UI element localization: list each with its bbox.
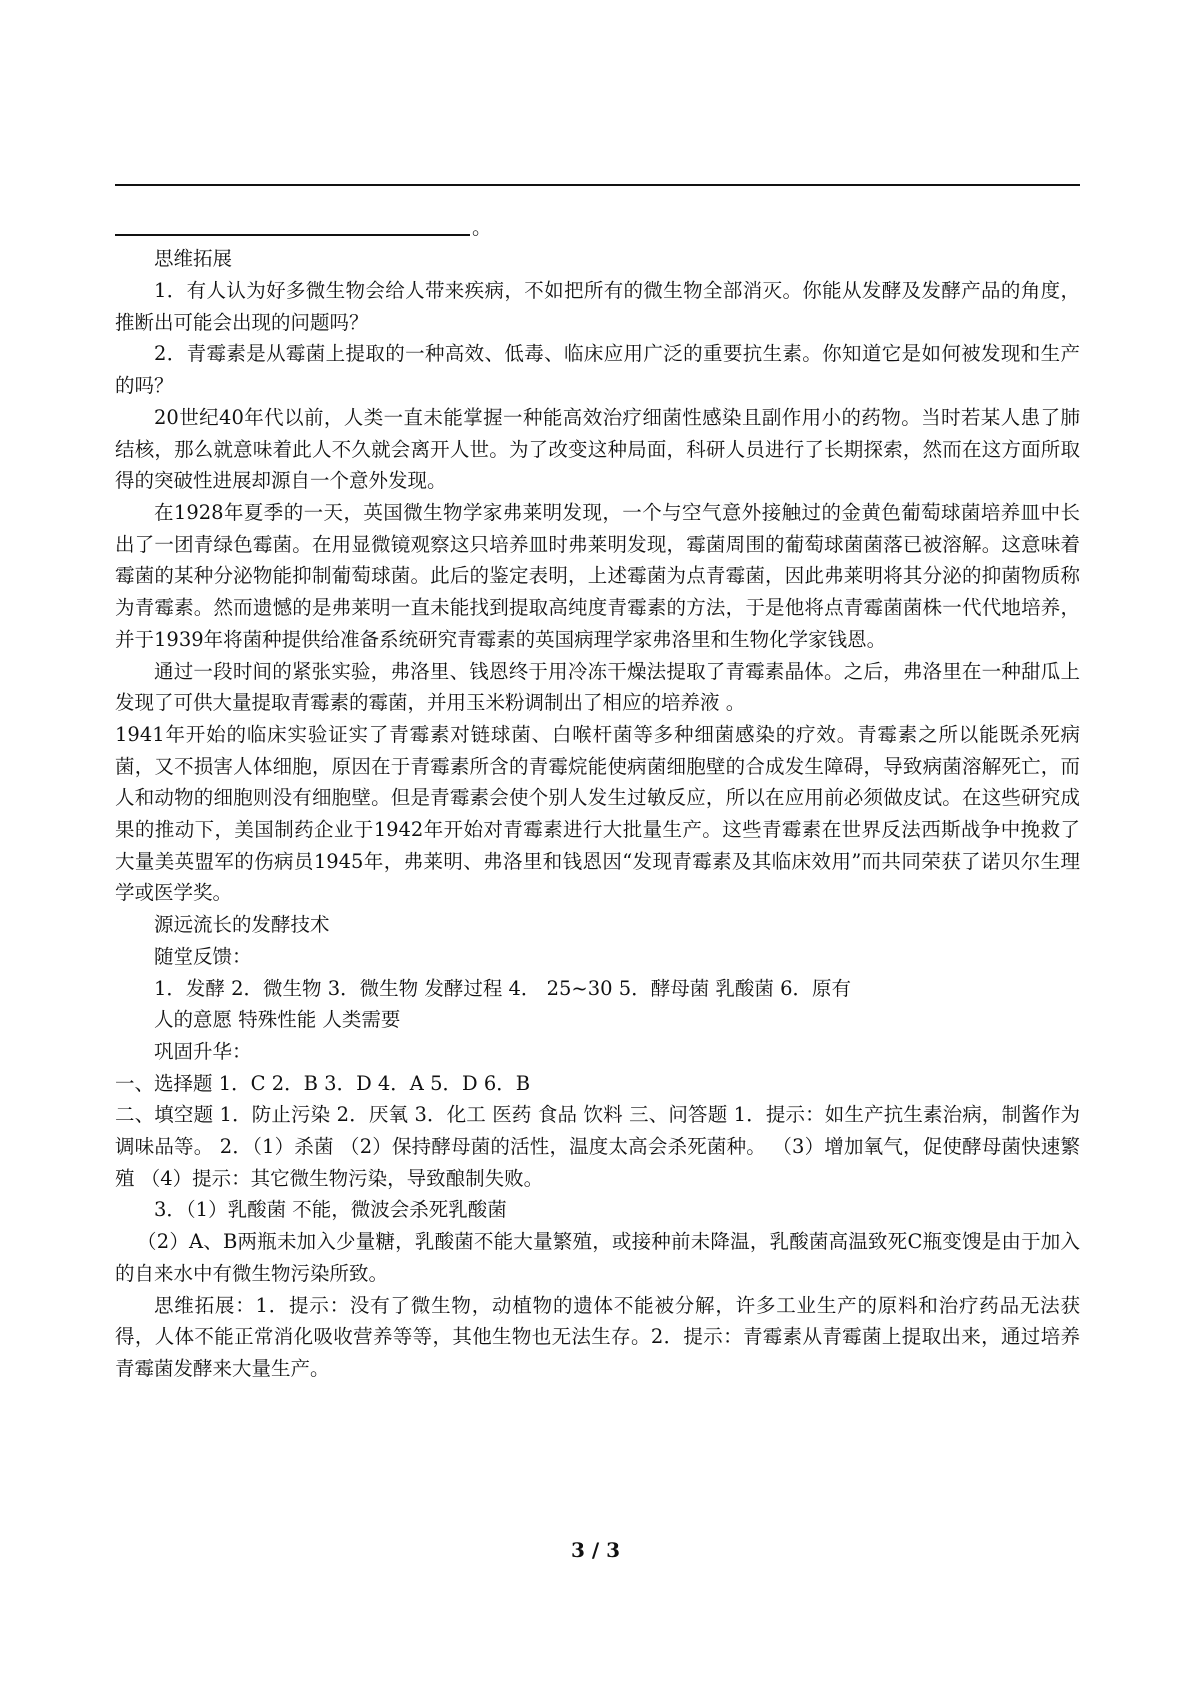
document-body [115,180,1080,1385]
reading-paragraph-1: 20世纪40年代以前，人类一直未能掌握一种能高效治疗细菌性感染且副作用小的药物。当时若某人患了肺结核，那么就意味着此人不久就会离开人世。为了改变这种局面，科研人员进行了长期探索，然而在这方面所取得的突破性进展却源自一个意外发现。 [115,405,1080,493]
fill-and-qa-answers: 二、填空题 1．防止污染 2．厌氧 3．化工 医药 食品 饮料 三、问答题 1．提示：如生产抗生素治病，制酱作为调味品等。 2．（1）杀菌 （2）保持酵母菌的活性，温度太高会杀死菌种。 （3）增加氧气，促使酵母菌快速繁殖 （4）提示：其它微生物污染，导致酿制失败。 [115,1103,1080,1190]
section-title-thinking: 思维拓展 [154,247,233,271]
qa-3-part-1: 3．（1）乳酸菌 不能，微波会杀死乳酸菌 [154,1198,507,1222]
thinking-answers: 思维拓展：1．提示：没有了微生物，动植物的遗体不能被分解，许多工业生产的原料和治疗药品无法获得，人体不能正常消化吸收营养等等，其他生物也无法生存。2．提示：青霉素从青霉菌上提取出来，通过培养青霉菌发酵来大量生产。 [115,1293,1080,1380]
blank-end-mark: 。 [472,215,492,239]
qa-3-part-2: （2）A、B两瓶未加入少量糖，乳酸菌不能大量繁殖，或接种前未降温，乳酸菌高温致死C瓶变馊是由于加入的自来水中有微生物污染所致。 [115,1230,1080,1285]
reading-paragraph-4: 1941年开始的临床实验证实了青霉素对链球菌、白喉杆菌等多种细菌感染的疗效。青霉素之所以能既杀死病菌，又不损害人体细胞，原因在于青霉素所含的青霉烷能使病菌细胞壁的合成发生障碍，导致病菌溶解死亡，而人和动物的细胞则没有细胞壁。但是青霉素会使个别人发生过敏反应，所以在应用前必须做皮试。在这些研究成果的推动下，美国制药企业于1942年开始对青霉素进行大批量生产。这些青霉素在世界反法西斯战争中挽救了大量美英盟军的伤病员1945年，弗莱明、弗洛里和钱恩因“发现青霉素及其临床效用”而共同荣获了诺贝尔生理学或医学奖。 [115,722,1080,905]
consolidate-label: 巩固升华： [154,1039,252,1063]
question-2: 2．青霉素是从霉菌上提取的一种高效、低毒、临床应用广泛的重要抗生素。你知道它是如何被发现和生产的吗？ [115,342,1080,398]
feedback-answers-line-1: 1．发酵 2．微生物 3．微生物 发酵过程 4． 25~30 5．酵母菌 乳酸菌 6．原有 [154,976,851,1000]
reading-paragraph-3: 通过一段时间的紧张实验，弗洛里、钱恩终于用冷冻干燥法提取了青霉素晶体。之后，弗洛里在一种甜瓜上发现了可供大量提取青霉素的霉菌，并用玉米粉调制出了相应的培养液 。 [115,659,1080,715]
feedback-label: 随堂反馈： [154,944,252,968]
answer-blank-line-full [115,180,1080,212]
reading-paragraph-2: 在1928年夏季的一天，英国微生物学家弗莱明发现，一个与空气意外接触过的金黄色葡萄球菌培养皿中长出了一团青绿色霉菌。在用显微镜观察这只培养皿时弗莱明发现，霉菌周围的葡萄球菌菌落已被溶解。这意味着霉菌的某种分泌物能抑制葡萄球菌。此后的鉴定表明，上述霉菌为点青霉菌，因此弗莱明将其分泌的抑菌物质称为青霉素。然而遗憾的是弗莱明一直未能找到提取高纯度青霉素的方法，于是他将点青霉菌菌株一代代地培养，并于1939年将菌种提供给准备系统研究青霉素的英国病理学家弗洛里和生物化学家钱恩。 [115,501,1080,651]
answers-title: 源远流长的发酵技术 [154,913,330,937]
blank-underline-short [115,234,470,236]
page-number: 3 / 3 [570,1538,621,1562]
question-1: 1．有人认为好多微生物会给人带来疾病，不如把所有的微生物全部消灭。你能从发酵及发酵产品的角度，推断出可能会出现的问题吗？ [115,279,1080,334]
blank-underline [115,184,1080,186]
choice-answers: 一、选择题 1．C 2．B 3．D 4．A 5．D 6．B [115,1071,531,1095]
feedback-answers-line-2: 人的意愿 特殊性能 人类需要 [154,1008,401,1032]
answer-blank-line-short [115,212,1080,244]
